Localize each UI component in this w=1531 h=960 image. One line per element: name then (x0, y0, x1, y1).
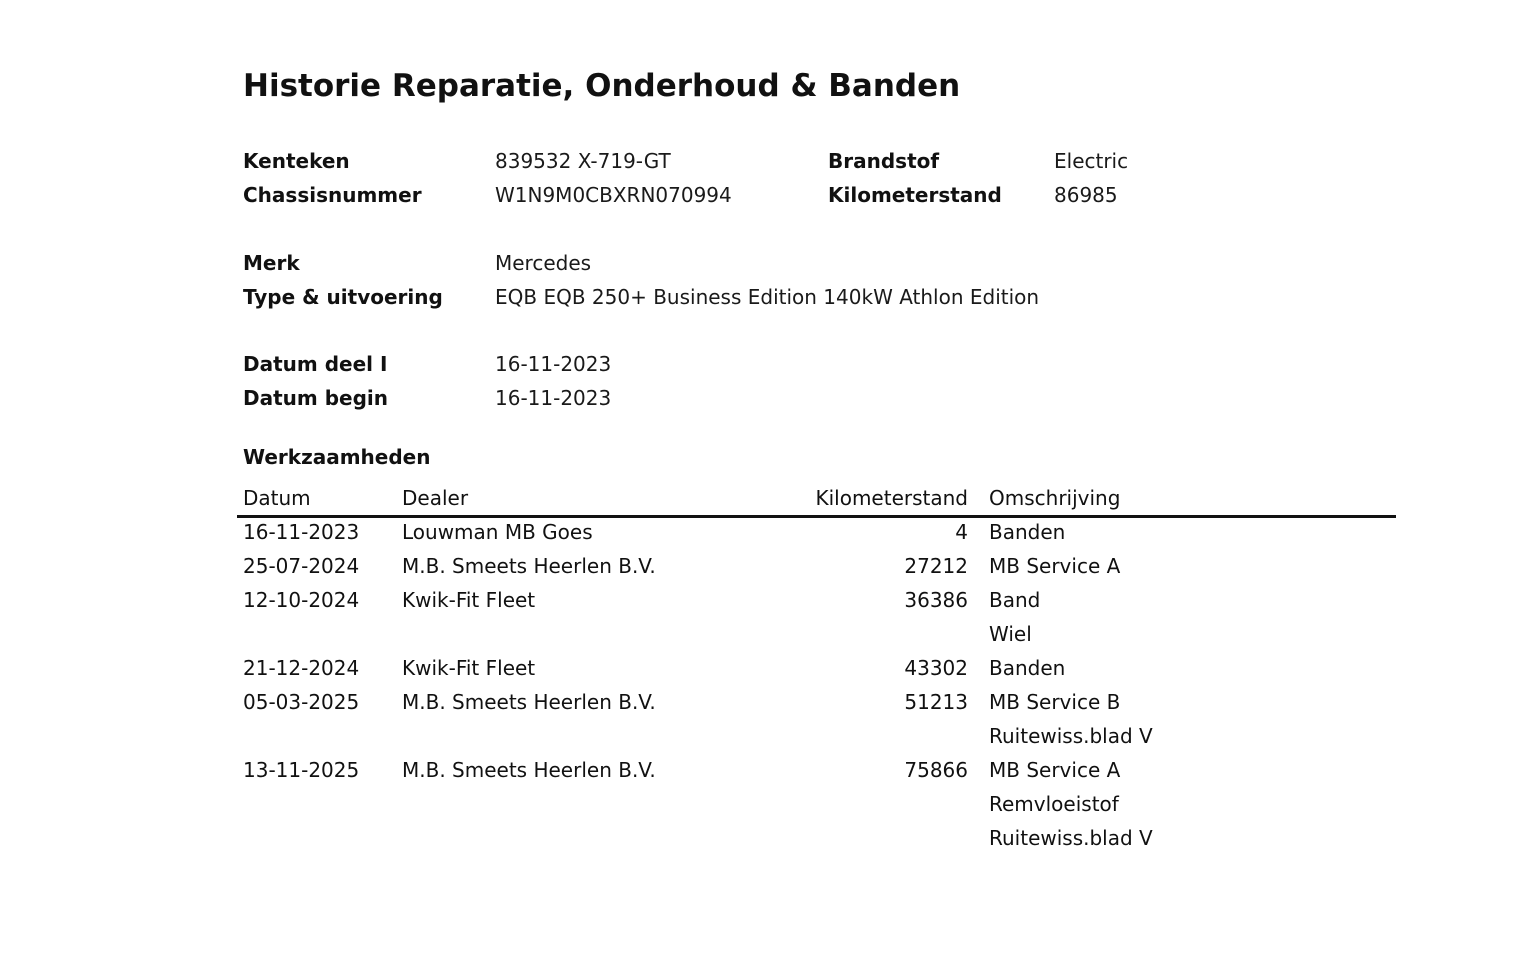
column-header-omschrijving: Omschrijving (989, 486, 1121, 510)
datum-deel-label: Datum deel I (243, 352, 388, 376)
row-dealer: M.B. Smeets Heerlen B.V. (402, 758, 656, 782)
row-dealer: Kwik-Fit Fleet (402, 588, 536, 612)
omschrijving-line: MB Service B (989, 690, 1121, 714)
kilometerstand-value: 86985 (1054, 183, 1118, 207)
omschrijving-line: MB Service A (989, 554, 1121, 578)
row-kilometerstand: 4 (955, 520, 968, 544)
table-row (237, 753, 1396, 855)
chassisnummer-value: W1N9M0CBXRN070994 (495, 183, 732, 207)
brandstof-value: Electric (1054, 149, 1129, 173)
row-omschrijving (989, 753, 1153, 855)
work-table-body (237, 515, 1396, 855)
row-date: 12-10-2024 (243, 588, 360, 612)
row-dealer: Louwman MB Goes (402, 520, 593, 544)
table-row (237, 515, 1396, 549)
table-row (237, 583, 1396, 651)
omschrijving-line: Wiel (989, 622, 1032, 646)
datum-deel-value: 16-11-2023 (495, 352, 612, 376)
row-date: 05-03-2025 (243, 690, 360, 714)
column-header-datum: Datum (243, 486, 311, 510)
column-header-kilometerstand: Kilometerstand (815, 486, 968, 510)
table-row (237, 651, 1396, 685)
omschrijving-line: Remvloeistof (989, 792, 1119, 816)
row-kilometerstand: 27212 (904, 554, 968, 578)
table-row (237, 549, 1396, 583)
row-dealer: M.B. Smeets Heerlen B.V. (402, 554, 656, 578)
chassisnummer-label: Chassisnummer (243, 183, 422, 207)
type-uitvoering-label: Type & uitvoering (243, 285, 443, 309)
row-omschrijving (989, 685, 1153, 753)
merk-value: Mercedes (495, 251, 592, 275)
section-heading-werkzaamheden: Werkzaamheden (243, 445, 431, 469)
merk-label: Merk (243, 251, 300, 275)
column-header-dealer: Dealer (402, 486, 469, 510)
kenteken-value: 839532 X-719-GT (495, 149, 671, 173)
row-dealer: M.B. Smeets Heerlen B.V. (402, 690, 656, 714)
omschrijving-line: MB Service A (989, 758, 1121, 782)
kilometerstand-label: Kilometerstand (828, 183, 1002, 207)
row-date: 25-07-2024 (243, 554, 360, 578)
omschrijving-line: Band (989, 588, 1041, 612)
type-uitvoering-value: EQB EQB 250+ Business Edition 140kW Athlon Edition (495, 285, 1040, 309)
table-header (237, 481, 1396, 518)
row-date: 13-11-2025 (243, 758, 360, 782)
row-kilometerstand: 43302 (904, 656, 968, 680)
row-omschrijving (989, 583, 1040, 651)
row-kilometerstand: 75866 (904, 758, 968, 782)
row-omschrijving (989, 549, 1120, 583)
datum-begin-label: Datum begin (243, 386, 388, 410)
brandstof-label: Brandstof (828, 149, 940, 173)
datum-begin-value: 16-11-2023 (495, 386, 612, 410)
row-dealer: Kwik-Fit Fleet (402, 656, 536, 680)
row-date: 21-12-2024 (243, 656, 360, 680)
row-kilometerstand: 36386 (904, 588, 968, 612)
omschrijving-line: Banden (989, 656, 1066, 680)
omschrijving-line: Ruitewiss.blad V (989, 724, 1153, 748)
row-omschrijving (989, 515, 1065, 549)
kenteken-label: Kenteken (243, 149, 350, 173)
omschrijving-line: Ruitewiss.blad V (989, 826, 1153, 850)
table-row (237, 685, 1396, 753)
omschrijving-line: Banden (989, 520, 1066, 544)
row-date: 16-11-2023 (243, 520, 360, 544)
row-kilometerstand: 51213 (904, 690, 968, 714)
row-omschrijving (989, 651, 1065, 685)
page-title: Historie Reparatie, Onderhoud & Banden (243, 68, 961, 104)
